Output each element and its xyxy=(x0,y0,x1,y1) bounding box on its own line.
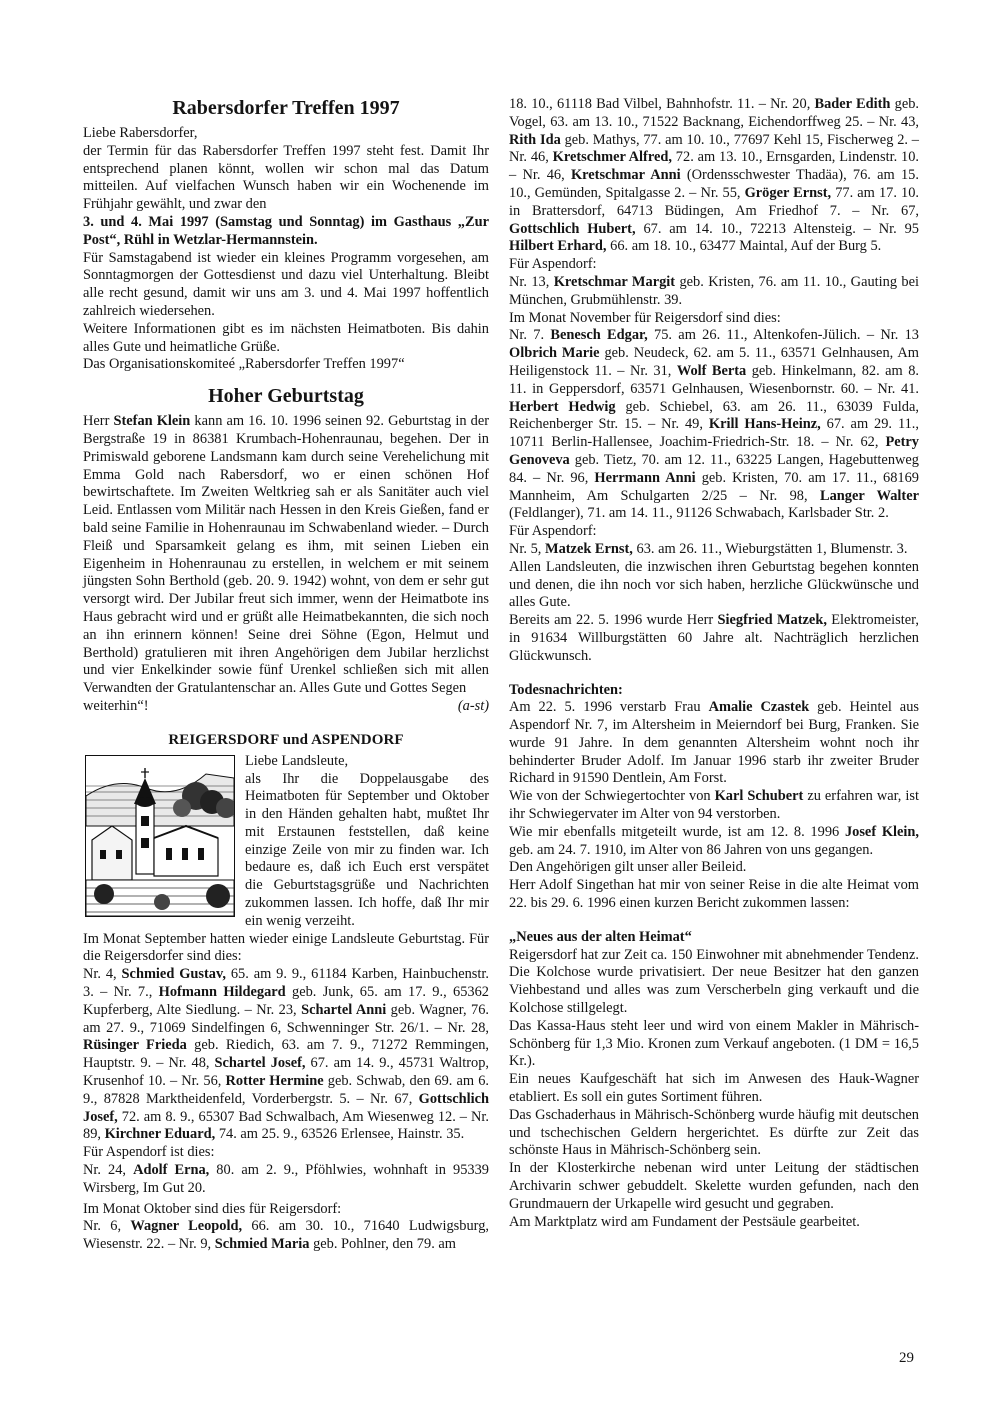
person-name: Wolf Berta xyxy=(676,362,747,379)
entry-number: Nr. 67, xyxy=(370,1090,419,1107)
person-name: Benesch Edgar, xyxy=(550,327,648,344)
paragraph: Den Angehörigen gilt unser aller Beileid. xyxy=(509,859,747,876)
paragraph: als Ihr die Doppelausgabe des Heimatboten für September und Oktober in den Händen gehalten habt, mußtet Ihr mit Erstaunen feststellen, daß keine einzige Zeile von mir zu finden war. Ich bedaure es, daß ich Euch erst verspätet die Geburtstagsgrüße und Nachrichten zukommen lassen. Ich hoffe, daß Ihr mir ein wenig verzeiht. xyxy=(245,770,489,929)
section-title-reigersdorf-aspendorf: REIGERSDORF und ASPENDORF xyxy=(168,731,404,748)
obituary: Wie mir ebenfalls mitgeteilt wurde, ist am 12. 8. 1996 Josef Klein, geb. am 24. 7. 1910, im Alter von 86 Jahren von uns gegangen. xyxy=(509,823,920,858)
aspendorf-label: Für Aspendorf ist dies: xyxy=(83,1144,215,1161)
entry-number: Nr. 46, xyxy=(509,149,553,166)
entry-details: 65. am 9. 9., 61184 Karben, Hainbuchenstr. 3. – xyxy=(83,966,489,1001)
entry-number: Nr. 41. xyxy=(877,380,920,397)
salutation: Liebe Landsleute, xyxy=(245,752,349,769)
person-name: Herrmann Anni xyxy=(594,469,696,486)
person-name: Krill Hans-Heinz, xyxy=(708,416,821,433)
signature-line: Das Organisationskomiteé „Rabersdorfer Treffen 1997“ xyxy=(83,356,405,373)
paragraph: Für Samstagabend ist wieder ein kleines Programm vorgesehen, am Sonntagmorgen der Gottesdienst und dazu viel Unterhaltung. Bleibt alle recht gesund, damit wir uns am 3. und 4. Mai 1997 hoffentlich zahlreich wiedersehen. xyxy=(83,249,489,319)
person-name: Gröger Ernst, xyxy=(744,184,832,201)
entry-details: (Ordensschwester Thadäa), 76. am 15. 10., Gemünden, Spitalgasse 2. – xyxy=(509,167,919,201)
news-paragraph: Das Gschaderhaus in Mährisch-Schönberg wurde häufig mit deutschen und tschechischen Geldern hergerichtet. Es dürfte zur Zeit das schönste Haus in Mährisch-Schönberg sein. xyxy=(509,1106,919,1159)
aspendorf-label: Für Aspendorf: xyxy=(509,523,597,540)
aspendorf-september-entry: Nr. 24, Adolf Erna, 80. am 2. 9., Pföhlwies, wohnhaft in 95339 Wirsberg, Im Gut 20. xyxy=(83,1162,490,1196)
author-initials: (a-st) xyxy=(457,697,489,714)
aspendorf-label: Für Aspendorf: xyxy=(509,256,597,273)
september-birthday-list xyxy=(83,966,489,1144)
entry-number: Nr. 56, xyxy=(181,1073,226,1090)
entry-number: Nr. 96, xyxy=(546,469,595,486)
november-intro: Im Monat November für Reigersdorf sind dies: xyxy=(509,309,781,326)
aspendorf-november-entry: Nr. 5, Matzek Ernst, 63. am 26. 11., Wieburgstätten 1, Blumenstr. 3. xyxy=(509,540,908,557)
entry-details: geb. Schiebel, 63. am 26. 11., 63039 Fulda, Reichenberger Str. 15. – xyxy=(509,398,919,433)
right-column xyxy=(509,96,919,1231)
page-number: 29 xyxy=(899,1350,914,1366)
person-name: Bader Edith xyxy=(814,96,891,112)
entry-number: Nr. 62, xyxy=(835,434,886,451)
entry-number: Nr. 43, xyxy=(878,113,920,130)
entry-number: Nr. 7. xyxy=(509,327,551,344)
entry-details: 72. am 13. 10., Ernsgarden, Lindenstr. 10. – xyxy=(509,149,919,184)
entry-details: 67. am 29. 11., 10711 Berlin-Hallensee, Joachim-Friedrich-Str. 18. – xyxy=(509,416,920,451)
birthday-article-body: Herr Stefan Klein kann am 16. 10. 1996 seinen 92. Geburtstag in der Bergstraße 19 in 86381 Krumbach-Hohenraunau, begehen. Der in Primiswald geborene Landsmann kam durch seine Verehelichung mit Emma Gold nach Rabersdorf, wo er einen schönen Hof bewirtschaftete. Im Zweiten Weltkrieg sah er als Sanitäter auch viel Leid. Entlassen vom Militär nach Hessen in den Kreis Gießen, fand er bald seine Familie in Hohenraunau im Schwabenland wieder. – Durch Fleiß und Sparsamkeit gelang es ihm, mit seinen Lieben ein Eigenheim in Hohenraunau zu erstellen, in welchem er mit seinem jüngsten Sohn Berthold (geb. 20. 9. 1942) wohnt, von dem er sehr gut versorgt wird. Der Jubilar freut sich immer, wenn der Heimatbote ins Haus gebracht wird und er grüßt alle Heimatbekannten, die sich noch an ihn erinnern können! Seine drei Söhne (Egon, Helmut und Berthold) gratulieren mit ihren Angehörigen dem Jubilar herzlichst und vier Enkelkinder sowie fünf Urenkel schließen sich mit allen Verwandten der Gratulantenschar an. Alles Gute und Gottes Segen xyxy=(83,413,490,697)
person-name: Schartel Anni xyxy=(301,1001,387,1018)
entry-details: 66. am 18. 10., 63477 Maintal, Auf der Burg 5. xyxy=(606,238,882,255)
entry-number: Nr. 28, xyxy=(447,1019,489,1036)
person-name: Rith Ida xyxy=(509,131,561,148)
october-birthday-list-continued xyxy=(509,96,919,256)
person-name: Kretschmer Alfred, xyxy=(552,149,672,166)
entry-number: Nr. 6, xyxy=(83,1218,131,1235)
news-paragraph: Das Kassa-Haus steht leer und wird von einem Makler in Mährisch-Schönberg für 1,3 Mio. Kronen zum Verkauf angeboten. (1 DM = 16,5 Kr.). xyxy=(509,1017,919,1070)
entry-details: geb. Junk, 65. am 17. 9., 65362 Kupferberg, Alte Siedlung. – xyxy=(83,984,489,1018)
person-name: Gottschlich Josef, xyxy=(83,1090,489,1125)
paragraph: Weitere Informationen gibt es im nächsten Heimatboten. Bis dahin alles Gute und heimatliche Grüße. xyxy=(83,320,489,355)
article-title-hoher-geburtstag: Hoher Geburtstag xyxy=(208,385,364,408)
entry-details: geb. Riedich, 63. am 7. 9., 71272 Remmingen, Hauptstr. 9. – xyxy=(83,1037,489,1072)
person-name: Kirchner Eduard, xyxy=(104,1126,216,1143)
person-name: Schmied Gustav, xyxy=(121,966,226,983)
belated-birthday: Bereits am 22. 5. 1996 wurde Herr Siegfried Matzek, Elektromeister, in 91634 Willburgstätten 60 Jahre alt. Nachträglich herzlichen Glückwunsch. xyxy=(509,612,919,664)
news-paragraph: Reigersdorf hat zur Zeit ca. 150 Einwohner mit abnehmender Tendenz. Die Kolchose wurde privatisiert. Der neue Besitzer hat den ganzen Viehbestand und alles was zum Verscherbeln ging verkauft und die Kolchose stillgelegt. xyxy=(509,946,919,1017)
left-column xyxy=(83,96,489,1254)
entry-number: Nr. 49, xyxy=(661,416,709,433)
person-name: Rüsinger Frieda xyxy=(83,1037,187,1054)
person-name: Petry Genoveva xyxy=(509,434,919,468)
section-heading-todesnachrichten: Todesnachrichten: xyxy=(509,681,623,698)
person-name: Rotter Hermine xyxy=(225,1073,324,1090)
person-name: Adolf Erna, xyxy=(133,1162,210,1179)
entry-number: Nr. 48, xyxy=(168,1055,215,1072)
entry-number: Nr. 89, xyxy=(83,1108,489,1143)
obituary: Wie von der Schwiegertochter von Karl Schubert zu erfahren war, ist ihr Schwiegervater im Alter von 94 verstorben. xyxy=(509,788,919,823)
entry-number: Nr. 46, xyxy=(522,167,571,184)
entry-details: geb. Hinkelmann, 82. am 8. 11. in Geppersdorf, 63571 Gelnhausen, Wiesenbornstr. 60. – xyxy=(509,362,920,397)
person-name: Langer Walter xyxy=(820,487,919,504)
entry-details: geb. Pohlner, den 79. am xyxy=(309,1236,456,1253)
entry-details: geb. Tietz, 70. am 12. 11., 63225 Langen, Hagebuttenweg 84. – xyxy=(509,451,919,486)
october-birthday-list xyxy=(83,1218,489,1254)
september-intro: Im Monat September hatten wieder einige Landsleute Geburtstag. Für die Reigersdorfer sind dies: xyxy=(83,930,489,965)
entry-number: Nr. 7., xyxy=(113,984,159,1001)
entry-number: Nr. 31, xyxy=(629,362,677,379)
entry-number: Nr. 55, xyxy=(700,184,745,201)
entry-details: geb. Wagner, 76. am 27. 9., 71069 Sindelfingen 6, Schwenninger Str. 26/1. – xyxy=(83,1001,490,1036)
person-name: Wagner Leopold, xyxy=(130,1218,243,1235)
aspendorf-october-entry: Nr. 13, Kretschmar Margit geb. Kristen, 76. am 11. 10., Gauting bei München, Grubmühlenstr. 39. xyxy=(509,273,919,308)
entry-details: geb. Schwab, den 69. am 6. 9., 87828 Marktheidenfeld, Vorderbergstr. 5. – xyxy=(83,1073,489,1107)
entry-number: Nr. 13 xyxy=(880,327,920,344)
entry-details: 67. am 14. 10., 72213 Altensteig. – xyxy=(635,220,879,237)
person-name: Herbert Hedwig xyxy=(509,398,616,415)
news-paragraphs xyxy=(509,947,919,1232)
person-name: Matzek Ernst, xyxy=(544,540,633,557)
entry-number: Nr. 67, xyxy=(871,202,919,219)
entry-details: geb. Kristen, 70. am 17. 11., 68169 Mannheim, Am Schulgarten 2/25 – xyxy=(509,469,920,504)
paragraph: Allen Landsleuten, die inzwischen ihren Geburtstag begehen konnten und denen, die ihn noch vor sich haben, herzliche Glückwünsche und alles Gute. xyxy=(509,558,919,611)
entry-details: 67. am 14. 9., 45731 Waltrop, Krusenhof 10. – xyxy=(83,1055,489,1090)
person-name: Stefan Klein xyxy=(113,413,191,430)
person-name: Kretschmar Anni xyxy=(570,167,681,184)
news-paragraph: Ein neues Kaufgeschäft hat sich im Anwesen des Hauk-Wagner etabliert. Es soll ein gutes Sortiment führen. xyxy=(509,1071,919,1106)
salutation: Liebe Rabersdorfer, xyxy=(83,125,198,141)
person-name: Schmied Maria xyxy=(214,1236,310,1253)
person-name: Olbrich Marie xyxy=(509,345,600,362)
person-name: Karl Schubert xyxy=(714,788,804,805)
person-name: Hilbert Erhard, xyxy=(509,238,607,255)
entry-details: 75. am 26. 11., Altenkofen-Jülich. – xyxy=(647,327,881,344)
person-name: Hofmann Hildegard xyxy=(158,984,286,1001)
entry-details: geb. Neudeck, 62. am 5. 11., 63571 Gelnhausen, Am Heiligenstock 11. – xyxy=(509,345,919,379)
person-name: Kretschmar Margit xyxy=(553,273,676,290)
november-birthday-list xyxy=(509,327,919,523)
obituary: Am 22. 5. 1996 verstarb Frau Amalie Czastek geb. Heintel aus Aspendorf Nr. 7, im Altersheim in Meierndorf bei Burg, Franken. Sie wurde 91 Jahre. In dem genannten Altersheim wohnt noch ihr behinderter Bruder Adolf. Im Januar 1996 starb ihr zweiter Bruder Richard in 91590 Dentlein, Am Forst. xyxy=(509,699,919,787)
entry-number: Nr. 98, xyxy=(759,487,820,504)
person-name: Josef Klein, xyxy=(844,823,920,840)
entry-number: Nr. 4, xyxy=(83,966,122,983)
birthday-article-closing: weiterhin“! (a-st) xyxy=(83,697,489,714)
entry-number: Nr. 95 xyxy=(878,220,919,237)
entry-number: Nr. 23, xyxy=(256,1001,302,1018)
article-title-rabersdorfer-treffen: Rabersdorfer Treffen 1997 xyxy=(172,97,400,119)
intro-with-illustration xyxy=(83,753,489,931)
news-paragraph: In der Klosterkirche nebenan wird unter Leitung der städtischen Archivarin schwer gebuddelt. Skelette wurden gefunden, nach den Grundmauern der Urkapelle wird gesucht und gegraben. xyxy=(509,1160,919,1212)
entry-number: 18. 10., 61118 Bad Vilbel, Bahnhofstr. 11. – Nr. 20, xyxy=(509,96,815,112)
entry-details: 74. am 25. 9., 63526 Erlensee, Hainstr. 35. xyxy=(215,1126,465,1143)
meeting-date-location: 3. und 4. Mai 1997 (Samstag und Sonntag) im Gasthaus „Zur Post“, Rühl in Wetzlar-Hermannstein. xyxy=(83,213,489,248)
person-name: Amalie Czastek xyxy=(708,699,810,716)
entry-details: 72. am 8. 9., 65307 Bad Schwalbach, Am Wiesenweg 12. – xyxy=(117,1108,471,1125)
paragraph: der Termin für das Rabersdorfer Treffen 1997 steht fest. Damit Ihr entsprechend planen könnt, wollen wir schon mal das Datum mitteilen. Auf vielfachen Wunsch haben wir ein Wochenende im Frühjahr gewählt, und zwar den xyxy=(83,142,489,213)
person-name: Schartel Josef, xyxy=(214,1055,306,1072)
entry-details: geb. Mathys, 77. am 10. 10., 77697 Kehl 15, Fischerweg 2. – xyxy=(560,131,919,148)
entry-details: 66. am 30. 10., 71640 Ludwigsburg, Wiesenstr. 22. – xyxy=(83,1218,489,1253)
person-name: Siegfried Matzek, xyxy=(717,612,827,629)
section-heading-neues-aus-der-alten-heimat: „Neues aus der alten Heimat“ xyxy=(509,928,692,945)
entry-details: geb. Vogel, 63. am 13. 10., 71522 Backnang, Eichendorffweg 25. – xyxy=(509,96,919,130)
news-paragraph: Am Marktplatz wird am Fundament der Pestsäule gearbeitet. xyxy=(509,1213,860,1230)
october-intro: Im Monat Oktober sind dies für Reigersdorf: xyxy=(83,1200,342,1217)
entry-number: Nr. 9, xyxy=(178,1236,215,1253)
village-church-illustration xyxy=(85,755,235,917)
paragraph: Herr Adolf Singethan hat mir von seiner Reise in die alte Heimat vom 22. bis 29. 6. 1996 einen kurzen Bericht zukommen lassen: xyxy=(509,877,919,912)
entry-details: 77. am 17. 10. in Brattersdorf, 64713 Büdingen, Am Friedhof 7. – xyxy=(509,184,919,219)
person-name: Gottschlich Hubert, xyxy=(509,220,636,237)
entry-details: (Feldlanger), 71. am 14. 11., 91126 Schwabach, Karlsbader Str. 2. xyxy=(509,505,889,522)
